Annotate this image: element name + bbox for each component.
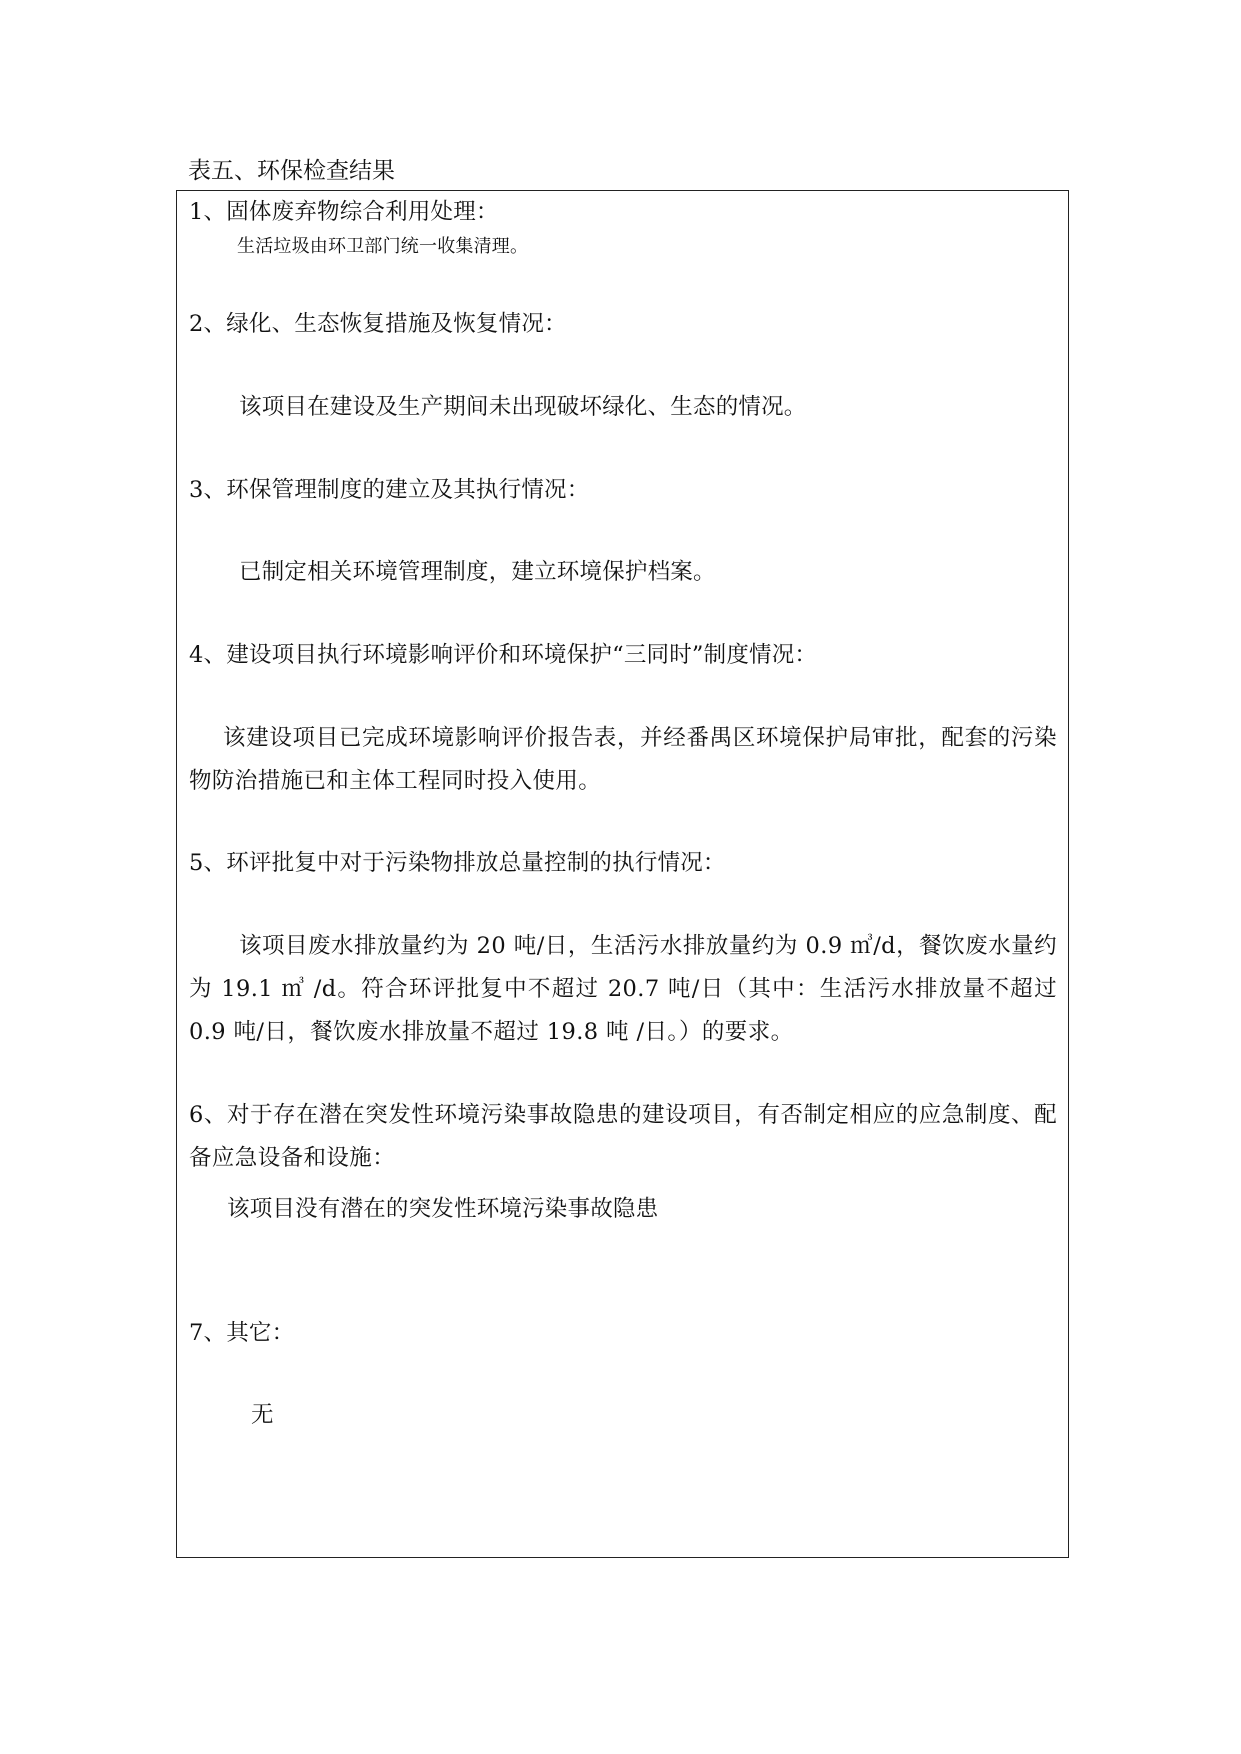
section-4-heading: 4、建设项目执行环境影响评价和环境保护“三同时”制度情况： — [189, 642, 818, 668]
section-4-body: 该建设项目已完成环境影响评价报告表，并经番禺区环境保护局审批，配套的污染物防治措施已和主体工程同时投入使用。 — [189, 725, 1057, 794]
inspection-results-box — [176, 190, 1069, 1558]
section-6-body: 该项目没有潜在的突发性环境污染事故隐患 — [227, 1196, 659, 1222]
section-1-heading: 1、固体废弃物综合利用处理： — [189, 199, 499, 225]
section-7-heading: 7、其它： — [189, 1320, 295, 1346]
section-2-heading: 2、绿化、生态恢复措施及恢复情况： — [189, 311, 567, 337]
page-title: 表五、环保检查结果 — [188, 158, 395, 184]
section-2-body: 该项目在建设及生产期间未出现破坏绿化、生态的情况。 — [239, 394, 807, 420]
section-3-heading: 3、环保管理制度的建立及其执行情况： — [189, 477, 590, 503]
section-7-body: 无 — [251, 1402, 274, 1428]
section-6-heading: 6、对于存在潜在突发性环境污染事故隐患的建设项目，有否制定相应的应急制度、配备应急设备和设施： — [189, 1102, 1057, 1171]
section-5-body: 该项目废水排放量约为 20 吨/日，生活污水排放量约为 0.9 ㎥/d，餐饮废水量约为 19.1 ㎥ /d。符合环评批复中不超过 20.7 吨/日（其中：生活污水排放量不超过 0.9 吨/日，餐饮废水排放量不超过 19.8 吨 /日。）的要求。 — [189, 933, 1057, 1045]
section-5-heading: 5、环评批复中对于污染物排放总量控制的执行情况： — [189, 850, 726, 876]
section-1-body: 生活垃圾由环卫部门统一收集清理。 — [237, 236, 529, 257]
section-3-body: 已制定相关环境管理制度，建立环境保护档案。 — [239, 559, 716, 585]
